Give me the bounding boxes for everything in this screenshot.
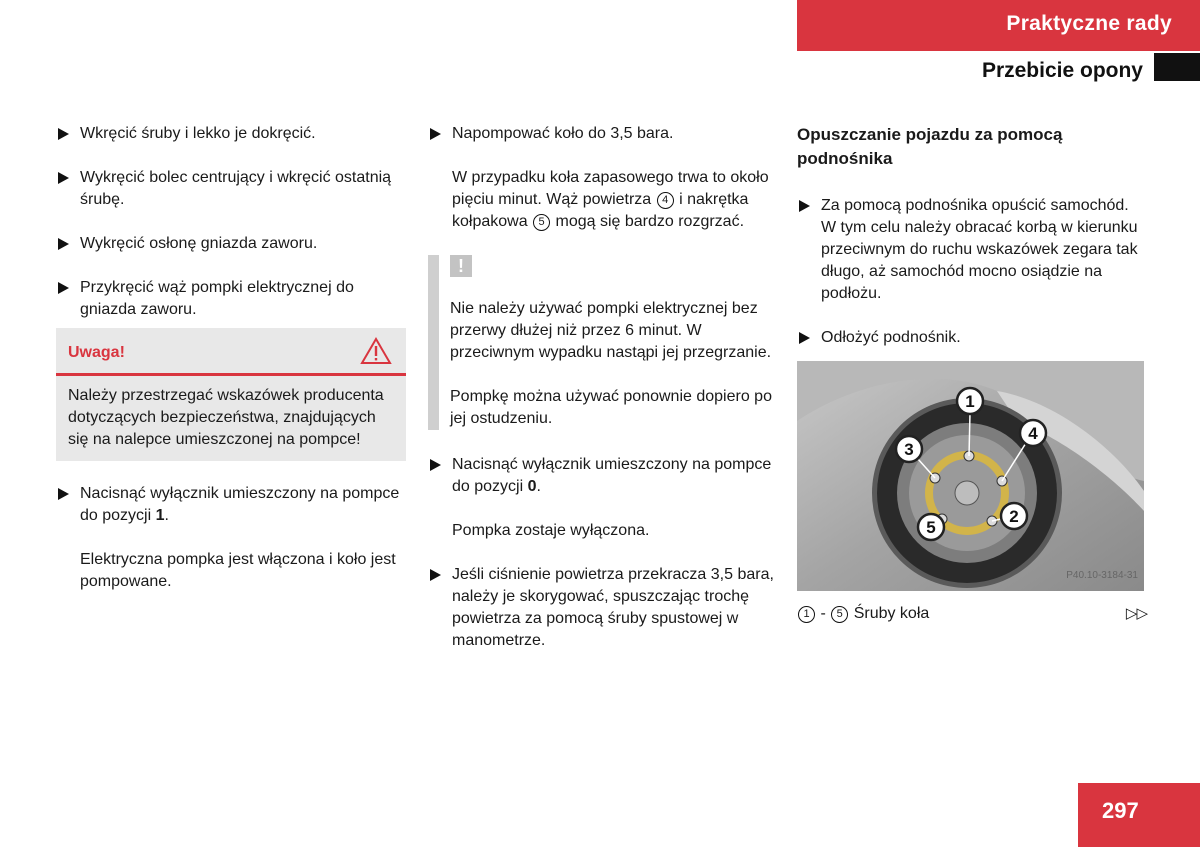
photo-label: 4 <box>1028 424 1038 443</box>
wheel-illustration <box>797 361 1144 591</box>
warning-text: Należy przestrzegać wskazówek producenta dotyczących bezpieczeństwa, znajdujących się na nalepce umieszczonej na pompce! <box>68 387 384 448</box>
photo-label: 5 <box>926 518 936 537</box>
photo-label: 3 <box>904 440 914 459</box>
callout-number: 4 <box>657 192 674 209</box>
instruction-item: Przykręcić wąż pompki elektrycznej do gniazda zaworu. <box>56 277 406 321</box>
bullet-arrow-icon <box>430 569 441 581</box>
info-paragraph: Elektryczna pompka jest włączona i koło jest pompowane. <box>80 551 396 590</box>
subtitle-marker <box>1154 53 1200 81</box>
warning-header <box>56 328 406 376</box>
bullet-arrow-icon <box>430 128 441 140</box>
section-header <box>797 0 1200 51</box>
photo-label: 1 <box>965 392 975 411</box>
section-title: Praktyczne rady <box>1006 12 1172 35</box>
note-text: Pompkę można używać ponownie dopiero po jej ostudzeniu. <box>450 388 772 427</box>
callout-number: 1 <box>798 606 815 623</box>
bullet-arrow-icon <box>58 128 69 140</box>
instruction-item: Odłożyć podnośnik. <box>797 327 1147 349</box>
page-subtitle: Przebicie opony <box>981 59 1143 82</box>
bullet-arrow-icon <box>799 200 810 212</box>
instruction-item: Nacisnąć wyłącznik umieszczony na pompce do pozycji 1. <box>56 483 406 527</box>
instruction-item: Napompować koło do 3,5 bara. <box>428 123 778 145</box>
image-code: P40.10-3184-31 <box>1066 570 1138 581</box>
column-right <box>797 123 1147 625</box>
column-left <box>56 123 406 615</box>
exclamation-icon: ! <box>450 255 472 277</box>
instruction-item: Wkręcić śruby i lekko je dokręcić. <box>56 123 406 145</box>
bullet-arrow-icon <box>799 332 810 344</box>
info-paragraph: Pompka zostaje wyłączona. <box>452 522 650 539</box>
note-bar <box>428 255 439 430</box>
bullet-arrow-icon <box>58 282 69 294</box>
section-heading: Opuszczanie pojazdu za pomocą podnośnika <box>797 125 1063 168</box>
bullet-arrow-icon <box>58 238 69 250</box>
photo-caption: 1 - 5 Śruby koła ▷▷ <box>797 603 1147 625</box>
warning-triangle-icon <box>360 337 392 365</box>
instruction-item: Za pomocą podnośnika opuścić samochód. W tym celu należy obracać korbą w kierunku przeciwnym do ruchu wskazówek zegara tak długo, aż samochód mocno osiądzie na podłożu. <box>797 195 1147 305</box>
instruction-item: Jeśli ciśnienie powietrza przekracza 3,5 bara, należy je skorygować, spuszczając trochę powietrza za pomocą śruby spustowej w manometrze. <box>428 564 778 652</box>
bullet-arrow-icon <box>58 488 69 500</box>
callout-number: 5 <box>533 214 550 231</box>
column-middle <box>428 123 778 674</box>
bullet-arrow-icon <box>58 172 69 184</box>
page-number-badge <box>1078 783 1200 847</box>
callout-number: 5 <box>831 606 848 623</box>
warning-box <box>56 328 406 461</box>
bullet-arrow-icon <box>430 459 441 471</box>
page-number: 297 <box>1102 798 1139 823</box>
continue-arrows-icon: ▷▷ <box>1125 605 1147 622</box>
info-paragraph: W przypadku koła zapasowego trwa to około pięciu minut. Wąż powietrza 4 i nakrętka kołpakowa 5 mogą się bardzo rozgrzać. <box>452 169 769 230</box>
note-box <box>428 255 778 430</box>
instruction-item: Wykręcić osłonę gniazda zaworu. <box>56 233 406 255</box>
wheel-photo <box>797 361 1144 591</box>
warning-label: Uwaga! <box>68 344 125 361</box>
note-text: Nie należy używać pompki elektrycznej bez przerwy dłużej niż przez 6 minut. W przeciwnym wypadku nastąpi jej przegrzanie. <box>450 300 772 361</box>
instruction-item: Nacisnąć wyłącznik umieszczony na pompce do pozycji 0. <box>428 454 778 498</box>
instruction-item: Wykręcić bolec centrujący i wkręcić ostatnią śrubę. <box>56 167 406 211</box>
photo-label: 2 <box>1009 507 1019 526</box>
